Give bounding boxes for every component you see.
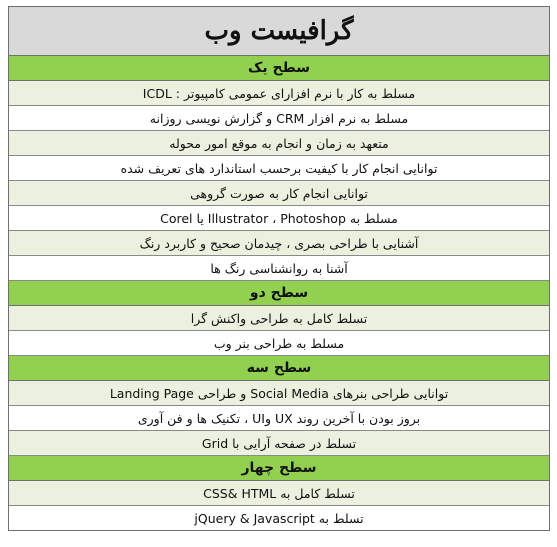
section-heading-level-3: سطح سه <box>9 356 549 381</box>
table-row: تسلط کامل به طراحی واکنش گرا <box>9 306 549 331</box>
table-row: توانایی طراحی بنرهای Social Media و طراحی Landing Page <box>9 381 549 406</box>
table-row: مسلط به طراحی بنر وب <box>9 331 549 356</box>
table-row: آشنایی با طراحی بصری ، چیدمان صحیح و کاربرد رنگ <box>9 231 549 256</box>
table-row: مسلط به کار با نرم افزارای عمومی کامپیوتر : ICDL <box>9 81 549 106</box>
table-row: توانایی انجام کار به صورت گروهی <box>9 181 549 206</box>
section-heading-level-4: سطح چهار <box>9 456 549 481</box>
table-row: متعهد به زمان و انجام به موقع امور محوله <box>9 131 549 156</box>
table-row: بروز بودن با آخرین روند UX وUI ، تکنیک ها و فن آوری <box>9 406 549 431</box>
table-row: مسلط به نرم افزار CRM و گزارش نویسی روزانه <box>9 106 549 131</box>
section-heading-level-1: سطح یک <box>9 56 549 81</box>
table-row: مسلط به Illustrator ، Photoshop یا Corel <box>9 206 549 231</box>
table-row: تسلط به jQuery & Javascript <box>9 506 549 530</box>
table-row: آشنا به روانشناسی رنگ ها <box>9 256 549 281</box>
table-row: تسلط کامل به CSS& HTML <box>9 481 549 506</box>
table-row: تسلط در صفحه آرایی با Grid <box>9 431 549 456</box>
page-title: گرافیست وب <box>9 7 549 56</box>
skills-table <box>8 6 550 531</box>
section-heading-level-2: سطح دو <box>9 281 549 306</box>
table-row: توانایی انجام کار با کیفیت برحسب استاندارد های تعریف شده <box>9 156 549 181</box>
